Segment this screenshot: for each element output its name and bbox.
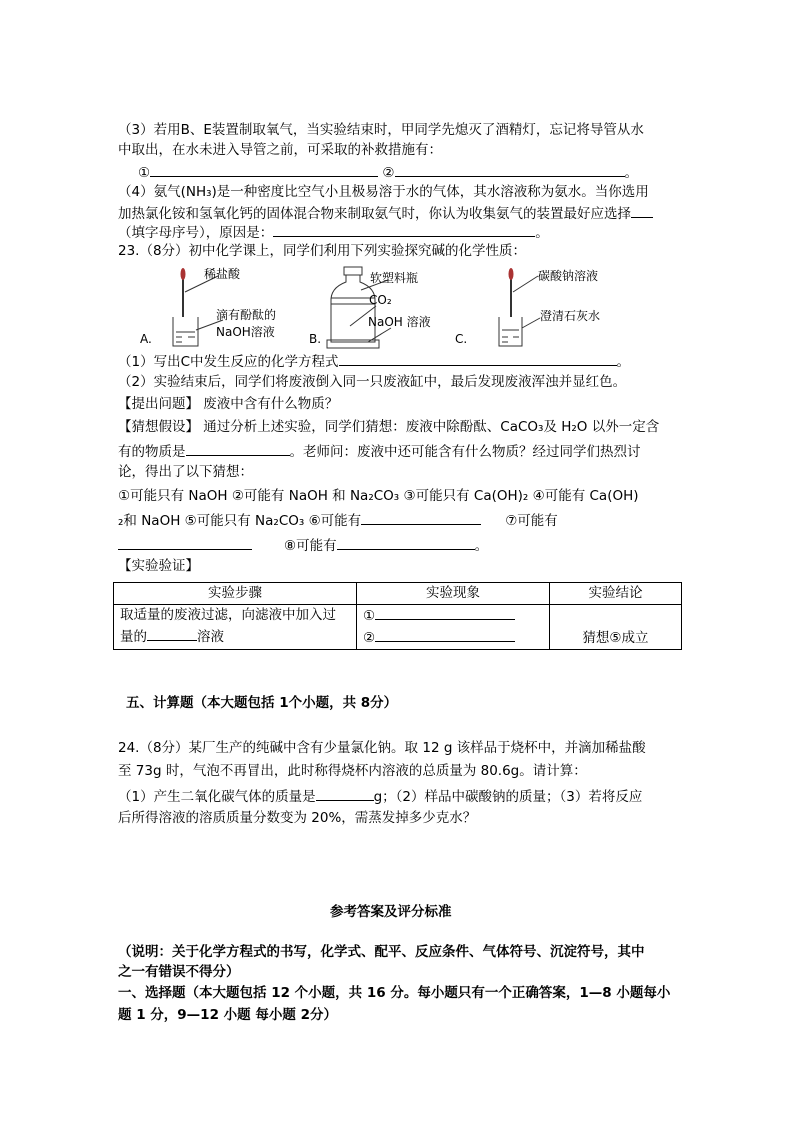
obs-mark-2: ② [363,630,376,646]
table-row [114,605,682,650]
answer-blank-reagent[interactable] [147,626,197,641]
figure-c-label: C. [455,332,468,346]
period: 。 [474,538,489,554]
mark-2: ② [382,165,395,181]
q22-p4-line3-wrap [118,222,549,242]
guess-text-c: ⑧可能有 [284,538,337,554]
answer-blank-device[interactable] [631,203,653,218]
q23-p1: （1）写出C中发生反应的化学方程式 [118,354,339,370]
step-line1: 取适量的废液过滤，向滤液中加入过 [120,607,336,623]
q22-p3-line1: （3）若用B、E装置制取氧气，当实验结束时，甲同学先熄灭了酒精灯，忘记将导管从水 [118,122,644,138]
answer-blank-obs1[interactable] [375,605,515,620]
answer-blank-1[interactable] [150,162,378,177]
answer-blank-substance[interactable] [186,441,290,456]
guess-text-a: ₂和 NaOH ⑤可能只有 Na₂CO₃ ⑥可能有 [118,513,362,529]
q24-text-a: （1）产生二氧化碳气体的质量是 [118,789,316,805]
q23-hyp-line3: 论，得出了以下猜想： [118,464,253,480]
hyp-text-b: 。老师问：废液中还可能含有什么物质？经过同学们热烈讨 [289,444,641,460]
q23-p2: （2）实验结束后，同学们将废液倒入同一只废液缸中，最后发现废液浑浊并显红色。 [118,374,627,390]
period: 。 [624,165,639,181]
q22-p3-line2: 中取出，在水未进入导管之前，可采取的补救措施有： [118,142,442,158]
q23-hyp-line2 [118,441,641,461]
figure-c-solution: 澄清石灰水 [540,309,601,323]
table-header-observation: 实验现象 [357,583,550,605]
mark-1: ① [138,165,151,181]
table-header-step: 实验步骤 [114,583,357,605]
table-cell-step [114,605,357,650]
answer-blank-2[interactable] [395,162,625,177]
figure-c-reagent: 碳酸钠溶液 [538,269,599,283]
q23-intro: 23.（8分）初中化学课上，同学们利用下列实验探究碱的化学性质： [118,243,527,259]
q24-line1: 24.（8分）某厂生产的纯碱中含有少量氯化钠。取 12 g 该样品于烧杯中，并滴加稀盐酸 [118,740,646,756]
q24-line2: 至 73g 时，气泡不再冒出，此时称得烧杯内溶液的总质量为 80.6g。请计算： [118,763,587,779]
q23-hyp-line1: 【猜想假设】 通过分析上述实验，同学们猜想：废液中除酚酞、CaCO₃及 H₂O 以外一定含 [118,419,660,435]
q23-verify: 【实验验证】 [118,558,199,574]
table-cell-observation [357,605,550,650]
q24-line3 [118,786,642,806]
table-header-conclusion: 实验结论 [550,583,682,605]
figure-a-reagent: 稀盐酸 [204,267,241,281]
answers-sec1-line1: 一、选择题（本大题包括 12 个小题，共 16 分。每小题只有一个正确答案，1—8 小题每小 [118,985,671,1001]
q23-guess-line1: ①可能只有 NaOH ②可能有 NaOH 和 Na₂CO₃ ③可能只有 Ca(OH)₂ ④可能有 Ca(OH) [118,488,639,504]
guess-text-b: ⑦可能有 [505,513,558,529]
answer-blank-guess7[interactable] [118,535,252,550]
obs-mark-1: ① [363,608,376,624]
q23-p1-wrap [118,351,630,371]
dropper-icon-c [509,268,539,317]
experiment-figures [118,262,678,352]
answer-blank-reason[interactable] [273,222,535,237]
step-text-a: 量的 [120,629,147,645]
answer-blank-obs2[interactable] [375,627,515,642]
answer-blank-equation[interactable] [339,351,617,366]
figure-a-solution-1: 滴有酚酞的 [216,308,277,322]
figure-a-label: A. [140,332,152,346]
section5-title: 五、计算题（本大题包括 1个小题，共 8分） [126,695,398,711]
hyp-text-a: 有的物质是 [118,444,186,460]
beaker-icon-c [499,317,540,346]
q22-p3-answers [138,162,638,182]
q23-guess-line3 [118,535,488,555]
figure-b-solution: NaOH 溶液 [368,315,431,329]
figure-b-label: B. [309,332,322,346]
q23-question: 【提出问题】 废液中含有什么物质？ [118,396,339,412]
q24-line4: 后所得溶液的溶质质量分数变为 20%，需蒸发掉多少克水？ [118,810,477,826]
q23-guess-line2 [118,510,558,530]
figure-b-gas: CO₂ [369,293,392,307]
q24-text-b: g；（2）样品中碳酸钠的质量；（3）若将反应 [373,789,643,805]
period: 。 [616,354,631,370]
answers-sec1-line2: 题 1 分，9—12 小题 每小题 2分） [118,1007,337,1023]
experiment-table [113,582,682,650]
period: 。 [535,225,549,241]
q22-p4-line2: 加热氯化铵和氢氧化钙的固体混合物来制取氨气时，你认为收集氨气的装置最好应选择 [118,206,631,222]
answer-blank-co2-mass[interactable] [316,786,374,801]
q22-p4-line1: （4）氨气(NH₃)是一种密度比空气小且极易溶于水的气体，其水溶液称为氨水。当你选用 [118,184,649,200]
answers-note-line2: 之一有错误不得分） [118,964,240,980]
figure-a-solution-2: NaOH溶液 [216,325,275,339]
step-text-b: 溶液 [197,629,224,645]
table-cell-conclusion: 猜想⑤成立 [550,605,682,650]
answer-blank-guess8[interactable] [337,535,475,550]
answers-note-line1: （说明：关于化学方程式的书写，化学式、配平、反应条件、气体符号、沉淀符号，其中 [118,944,645,960]
figure-b-bottle: 软塑料瓶 [370,271,419,285]
answers-title: 参考答案及评分标准 [330,904,452,920]
q22-p4-line2-wrap [118,203,653,223]
answer-blank-guess6[interactable] [361,510,481,525]
q22-p4-line3: （填字母序号），原因是： [118,225,274,241]
step-line2 [120,626,350,648]
